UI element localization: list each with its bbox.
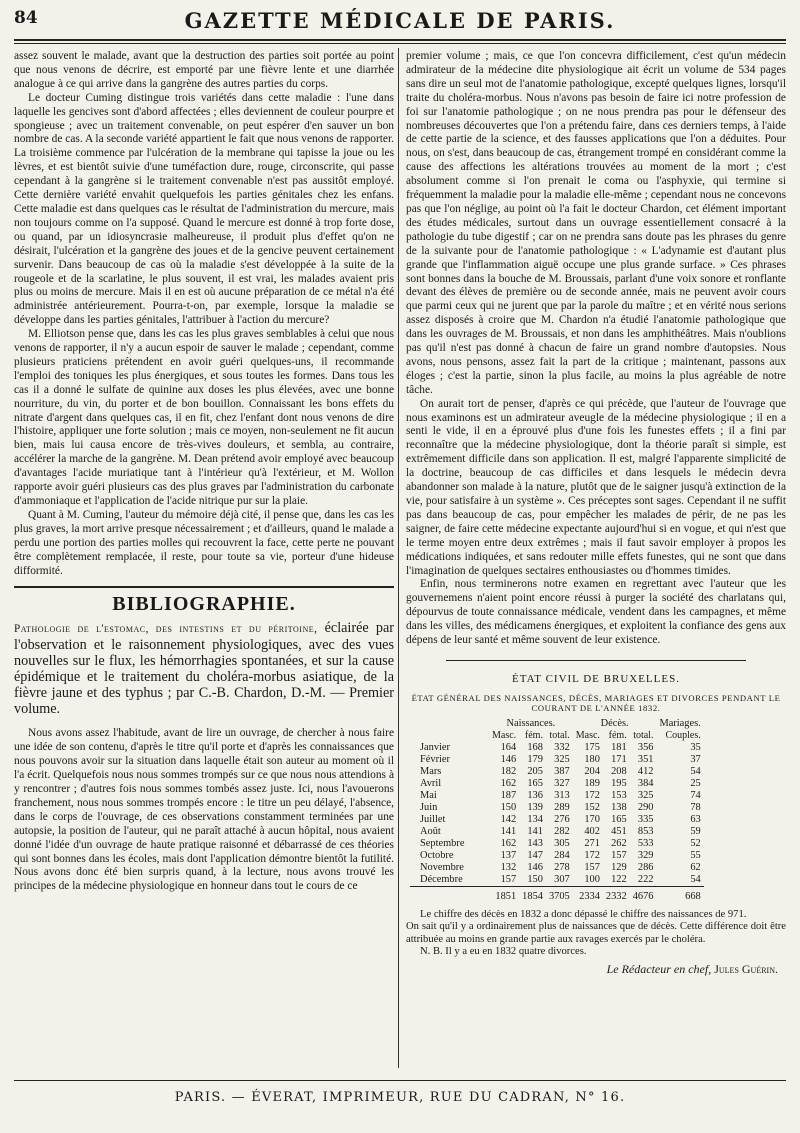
value-cell: 62: [690, 861, 701, 873]
value-cell: 412: [637, 765, 654, 777]
value-cell: 141: [527, 825, 543, 837]
paragraph: premier volume ; mais, ce que l'on concevra difficilement, c'est qu'un médecin admirateur de la médecine dite physiologique ait écrit un volume de 534 pages sans dire un seul mot de l'anatomie pathologique, excepté quelques lignes, lorsqu'il traite du choléra-morbus. Nous n'avons pas besoin de faire ici notre profession de foi sur l'anatomie pathologique ; on ne nous prendra pas pour le défenseur des nombreuses découvertes que l'on a prétendu faire, dans ces derniers temps, à l'aide de cette partie de la science, et des fausses applications que l'on a déduites. Pour nous, on s'est, dans beaucoup de cas, étrangement trompé en considérant comme la cause des affections les altérations trouvées au moment de la mort ; c'est absolument comme si l'on prenait le coma ou l'asphyxie, qui termine si fréquemment la maladie pour la maladie elle-même ; cependant nous ne concevons pas que l'on néglige, au point où l'a fait le docteur Chardon, cet élément important des études médicales, surtout dans un ouvrage essentiellement consacré à la pathologie du tube digestif ; car on ne prendra sans doute pas les phrases du genre de la suivante pour de l'anatomie pathologique : « L'adynamie est d'autant plus grande que l'inflammation aiguë occupe une plus grande surface. » Ces phrases sont bonnes dans la bouche de M. Broussais, parlant d'une voix sonore et ronflante devant des élèves de première ou de seconde année, mais ne peuvent avoir cours que parmi ceux qui ne jurent que par la parole du maître ; et en vérité nous serions assez disposés à croire que M. Chardon n'a étudié l'anatomie pathologique que dans les ouvrages de M. Broussais, et non dans les amphithéâtres. Mais n'oublions pas qu'il n'est pas donné à chacun de faire un grand nombre d'autopsies. Nous avons, nous pensons, assez fait la part de la critique ; maintenant, passons aux éloges ; c'est la partie, sinon la plus facile, au moins la plus agréable de notre tâche.: [406, 50, 786, 396]
value-cell: 290: [637, 801, 654, 813]
printer-imprint: PARIS. — ÉVERAT, IMPRIMEUR, RUE DU CADRAN, N° 16.: [174, 1090, 626, 1105]
total-cell: 668: [656, 886, 703, 903]
section-rule: [446, 660, 746, 661]
value-cell: 402: [584, 825, 600, 837]
value-cell: 138: [611, 801, 627, 813]
header-rule: [14, 39, 786, 44]
paragraph: assez souvent le malade, avant que la destruction des parties soit portée au point que nous venons de décrire, est emporté par une fièvre lente et une diarrhée analogue à ce qui arrive dans la gangrène des autres parties du corps.: [14, 50, 394, 90]
gazette-title: GAZETTE MÉDICALE DE PARIS.: [184, 8, 616, 33]
value-cell: 325: [637, 789, 654, 801]
etat-civil-table: [410, 718, 704, 903]
right-column: [406, 50, 786, 976]
value-cell: 187: [500, 789, 517, 801]
paragraph: M. Elliotson pense que, dans les cas les plus graves semblables à celui que nous venons de rapporter, il n'y a aucun espoir de sauver le malade ; cependant, comme plusieurs praticiens prétendent en avoir guéri quelques-uns, il recommande l'emploi des toniques les plus énergiques, et sous toutes les formes. Dans tous les cas il a donné le sulfate de quinine aux doses les plus élevées, avec une bonne nourriture, du vin, du porter et de bon bouillon. Connaissant les bons effets du nitrate d'argent dans quelques cas, il en fit, chez l'enfant dont nous venons de dire l'histoire, appliquer une forte solution ; mais ce moyen, non-seulement ne fit aucun bien, mais lui causa encore de très-vives douleurs, et sembla, au contraire, accélérer la marche de la gangrène. M. Dean prétend avoir employé avec beaucoup d'avantages l'acide muriatique tant à l'intérieur qu'à l'extérieur, et M. Wollon rapporte avoir guéri plusieurs cas des plus graves par l'administration du carbonate d'ammoniaque et l'application de l'acide nitrique pur sur la plaie.: [14, 328, 394, 507]
table-row: [410, 862, 704, 874]
value-cell: 25: [690, 777, 701, 789]
bibliography-title: BIBLIOGRAPHIE.: [112, 593, 296, 616]
value-cell: 78: [690, 801, 701, 813]
total-cell: 4676: [630, 886, 657, 903]
month-cell: Novembre: [420, 861, 464, 873]
paragraph: Enfin, nous terminerons notre examen en regrettant avec l'auteur que les gouvernemens n'aient point encore réussi à purger la société des charlatans qui, dépourvus de toute connaissance médicale, vendent dans les campagnes, et même dans les villes, des médicamens énergiques, et exploitent la confiance des gens aux dépens de leur santé et même souvent de leur existence.: [406, 578, 786, 647]
value-cell: 52: [690, 837, 701, 849]
total-cell: 1854: [519, 886, 546, 903]
table-totals-row: [410, 886, 704, 903]
value-cell: 332: [554, 741, 570, 753]
book-heading-smallcaps: Pathologie de l'estomac, des intestins et du péritoine,: [14, 623, 318, 636]
paragraph: On aurait tort de penser, d'après ce qui précède, que l'auteur de l'ouvrage que nous examinons est un admirateur aveugle de la médecine physiologique ; il en a senti le vide, il en a éprouvé plus d'une fois les funestes effets ; il a fini par reconnaître que la médecine physiologique, dont la théorie paraît si simple, est extrêmement difficile dans son application. Il est, malgré l'apparente simplicité de la doctrine, beaucoup de cas difficiles et dans lesquels le médecin devra abandonner son malade à la nature, plutôt que de le saigner jusqu'à extinction de la vie, pour satisfaire à un système ». Ces préceptes sont sages. Cependant il ne suffit pas dans beaucoup de cas, pour empêcher les malades de périr, de ne pas les saigner, de faire cette médecine expectante aujourd'hui si en vogue, et qui n'est que le terme moyen entre deux extrêmes ; mais il faut savoir employer à propos les médications indiquées, et sans redouter mille effets funestes, qui ne sont que dans l'imagination de quelques sectaires enthousiastes ou d'hommes timides.: [406, 397, 786, 577]
value-cell: 325: [554, 753, 570, 765]
column-header: total.: [633, 729, 654, 741]
table-row: [410, 802, 704, 814]
value-cell: 37: [690, 753, 701, 765]
editor-label: Le Rédacteur en chef,: [606, 961, 712, 976]
table-row: [410, 826, 704, 838]
table-row: [410, 850, 704, 862]
value-cell: 284: [554, 849, 570, 861]
note: N. B. Il y a eu en 1832 quatre divorces.: [420, 946, 587, 958]
value-cell: 157: [500, 873, 517, 885]
value-cell: 55: [690, 849, 701, 861]
value-cell: 142: [500, 813, 517, 825]
paragraph: Nous avons assez l'habitude, avant de lire un ouvrage, de chercher à nous faire une idée de son contenu, d'après le titre qu'il porte et d'après les connaissances que nous pouvons avoir sur la situation dans laquelle était son auteur au moment où il l'a écrit. Quelquefois nous nous sommes trompés sur ce que nous nous attendions à y rencontrer ; d'autres fois nous sommes tombés assez juste. Ici, nous l'avouerons franchement, nous nous sommes trompés encore : le titre un peu délayé, l'absence, dans le corps de l'ouvrage, de ces observations constamment terminées par une autopsie, la position de l'auteur, qui ne paraît attaché à aucun hôpital, nous avaient donné l'idée d'un ouvrage de haute pratique raisonné et débarrassé de ces théories qui sont bonnes dans les écoles, mais dont l'application démontre bientôt la futilité. Nous avons donc été bien surpris quand, à la lecture, nous avons trouvé les principes de la médecine physiologique en honneur dans tout le cours de ce: [14, 727, 394, 893]
month-cell: Octobre: [420, 849, 454, 861]
month-cell: Mai: [420, 789, 437, 801]
column-header: total.: [549, 729, 570, 741]
column-header: Couples.: [665, 729, 701, 741]
value-cell: 172: [584, 849, 600, 861]
value-cell: 63: [690, 813, 701, 825]
value-cell: 278: [554, 861, 570, 873]
value-cell: 54: [690, 873, 701, 885]
month-cell: Juillet: [420, 813, 446, 825]
value-cell: 143: [527, 837, 543, 849]
value-cell: 162: [500, 837, 517, 849]
left-column: [14, 50, 394, 894]
value-cell: 157: [611, 849, 627, 861]
value-cell: 189: [584, 777, 600, 789]
column-header: Masc.: [492, 729, 517, 741]
column-header: fém.: [608, 729, 627, 741]
value-cell: 132: [500, 861, 517, 873]
value-cell: 150: [500, 801, 517, 813]
table-column-header: [410, 730, 704, 742]
month-cell: Mars: [420, 765, 442, 777]
column-header: fém.: [524, 729, 543, 741]
column-divider: [398, 48, 399, 1068]
value-cell: 153: [611, 789, 627, 801]
value-cell: 179: [527, 753, 543, 765]
value-cell: 276: [554, 813, 570, 825]
editor-signature: [406, 963, 786, 977]
value-cell: 172: [584, 789, 600, 801]
total-cell: 2332: [603, 886, 630, 903]
table-row: [410, 814, 704, 826]
value-cell: 139: [527, 801, 543, 813]
total-cell: 1851: [489, 886, 519, 903]
table-row: [410, 874, 704, 887]
paragraph: Le docteur Cuming distingue trois variétés dans cette maladie : l'une dans laquelle les gencives sont d'abord affectées ; elles deviennent de couleur pourpre et spongieuse ; avec un traitement convenable, on peut espérer d'en sauver un bon nombre de cas. A la seconde variété appartient le fait que nous venons de rapporter. La troisième commence par l'ulcération de la membrane qui tapisse la joue ou les lèvres, et est bientôt suivie d'une tuméfaction dure, rouge, circonscrite, qui passe cependant à la gangrène si le traitement convenable n'est pas aussitôt employé. Cette dernière variété envahit quelquefois les parties génitales chez les enfans. Cette maladie est dans quelques cas le résultat de l'administration du mercure, mais non toujours comme on l'a supposé. Quand le mercure est donné à trop forte dose, ou quand, par un idiosyncrasie malheureuse, il produit plus d'effet qu'on ne désirait, l'ulcération et la gangrène des joues et de la gencive peuvent certainement survenir. Dans beaucoup de cas où la maladie s'est développée à la suite de la rougeole et de la scarlatine, le plus souvent, il est vrai, les malades avaient pris plus ou moins de mercure. Mais il en est où aucune préparation de ce métal n'a été administrée antérieurement. Pourra-t-on, par exemple, lorsque la maladie se développe dans les parties génitales, l'attribuer à l'action du mercure?: [14, 91, 394, 327]
total-cell: 2334: [573, 886, 603, 903]
value-cell: 286: [637, 861, 654, 873]
value-cell: 384: [637, 777, 654, 789]
value-cell: 329: [637, 849, 654, 861]
value-cell: 305: [554, 837, 570, 849]
value-cell: 853: [637, 825, 654, 837]
value-cell: 175: [584, 741, 600, 753]
page-number: 84: [14, 8, 38, 28]
value-cell: 533: [637, 837, 654, 849]
etat-civil-notes: [406, 909, 786, 959]
value-cell: 327: [554, 777, 570, 789]
value-cell: 141: [500, 825, 517, 837]
etat-civil-title: ÉTAT CIVIL DE BRUXELLES.: [512, 672, 680, 685]
value-cell: 282: [554, 825, 570, 837]
value-cell: 271: [584, 837, 600, 849]
value-cell: 204: [584, 765, 600, 777]
value-cell: 182: [500, 765, 517, 777]
value-cell: 195: [611, 777, 627, 789]
value-cell: 262: [611, 837, 627, 849]
table-group-header: [410, 718, 704, 730]
value-cell: 157: [584, 861, 600, 873]
value-cell: 168: [527, 741, 543, 753]
value-cell: 180: [584, 753, 600, 765]
month-cell: Septembre: [420, 837, 465, 849]
table-row: [410, 790, 704, 802]
bibliography-section: [14, 586, 394, 894]
group-header: Mariages.: [659, 717, 701, 729]
value-cell: 35: [690, 741, 701, 753]
value-cell: 222: [637, 873, 654, 885]
table-row: [410, 766, 704, 778]
value-cell: 171: [611, 753, 627, 765]
value-cell: 181: [611, 741, 627, 753]
month-cell: Juin: [420, 801, 438, 813]
value-cell: 150: [527, 873, 543, 885]
footer-rule: [14, 1080, 786, 1081]
value-cell: 152: [584, 801, 600, 813]
value-cell: 356: [637, 741, 654, 753]
note: On sait qu'il y a ordinairement plus de naissances que de décès. Cette différence doit être attribuée au moins en grande partie aux ravages exercés par le choléra.: [406, 921, 786, 945]
value-cell: 351: [637, 753, 654, 765]
value-cell: 387: [554, 765, 570, 777]
table-row: [410, 838, 704, 850]
etat-civil-subtitle: ÉTAT GÉNÉRAL DES NAISSANCES, DÉCÈS, MARIAGES ET DIVORCES PENDANT LE COURANT DE L'ANNÉE 1832.: [411, 692, 781, 714]
value-cell: 170: [584, 813, 600, 825]
value-cell: 307: [554, 873, 570, 885]
month-cell: Février: [420, 753, 451, 765]
value-cell: 129: [611, 861, 627, 873]
table-row: [410, 754, 704, 766]
value-cell: 165: [611, 813, 627, 825]
book-heading: [14, 620, 394, 717]
value-cell: 146: [527, 861, 543, 873]
value-cell: 59: [690, 825, 701, 837]
column-header: Masc.: [575, 729, 600, 741]
paragraph: Quant à M. Cuming, l'auteur du mémoire déjà cité, il pense que, dans les cas les plus graves, la mort arrive presque nécessairement ; et d'ailleurs, quand le malade a perdu une portion des parties molles qui recouvrent la face, cette perte ne pouvant être complètement remplacée, il reste, pour toute sa vie, porteur d'une hideuse difformité.: [14, 508, 394, 577]
value-cell: 54: [690, 765, 701, 777]
value-cell: 137: [500, 849, 517, 861]
month-cell: Avril: [420, 777, 442, 789]
value-cell: 208: [611, 765, 627, 777]
etat-civil-section: [406, 673, 786, 976]
note: Le chiffre des décès en 1832 a donc dépassé le chiffre des naissances de 971.: [420, 908, 747, 920]
table-row: [410, 778, 704, 790]
value-cell: 289: [554, 801, 570, 813]
value-cell: 162: [500, 777, 517, 789]
value-cell: 165: [527, 777, 543, 789]
group-header: Décès.: [600, 717, 629, 729]
total-cell: 3705: [546, 886, 573, 903]
value-cell: 122: [611, 873, 627, 885]
table-row: [410, 742, 704, 754]
value-cell: 164: [500, 741, 517, 753]
book-heading-rest: éclairée par l'observation et le raisonnement physiologiques, avec des vues nouvelles sur le flux, les hémorrhagies spontanées, et sur la cause épidémique et le traitement du choléra-morbus asiatique, de la fièvre jaune et des typhus ; par C.-B. Chardon, D.-M. — Premier volume.: [14, 620, 394, 718]
month-cell: Janvier: [420, 741, 451, 753]
value-cell: 313: [554, 789, 570, 801]
group-header: Naissances.: [506, 717, 556, 729]
editor-name: Jules Guérin.: [714, 961, 778, 976]
value-cell: 451: [611, 825, 627, 837]
month-cell: Décembre: [420, 873, 463, 885]
value-cell: 335: [637, 813, 654, 825]
value-cell: 146: [500, 753, 517, 765]
value-cell: 74: [690, 789, 701, 801]
value-cell: 134: [527, 813, 543, 825]
value-cell: 147: [527, 849, 543, 861]
value-cell: 205: [527, 765, 543, 777]
value-cell: 136: [527, 789, 543, 801]
value-cell: 100: [584, 873, 600, 885]
month-cell: Août: [420, 825, 441, 837]
